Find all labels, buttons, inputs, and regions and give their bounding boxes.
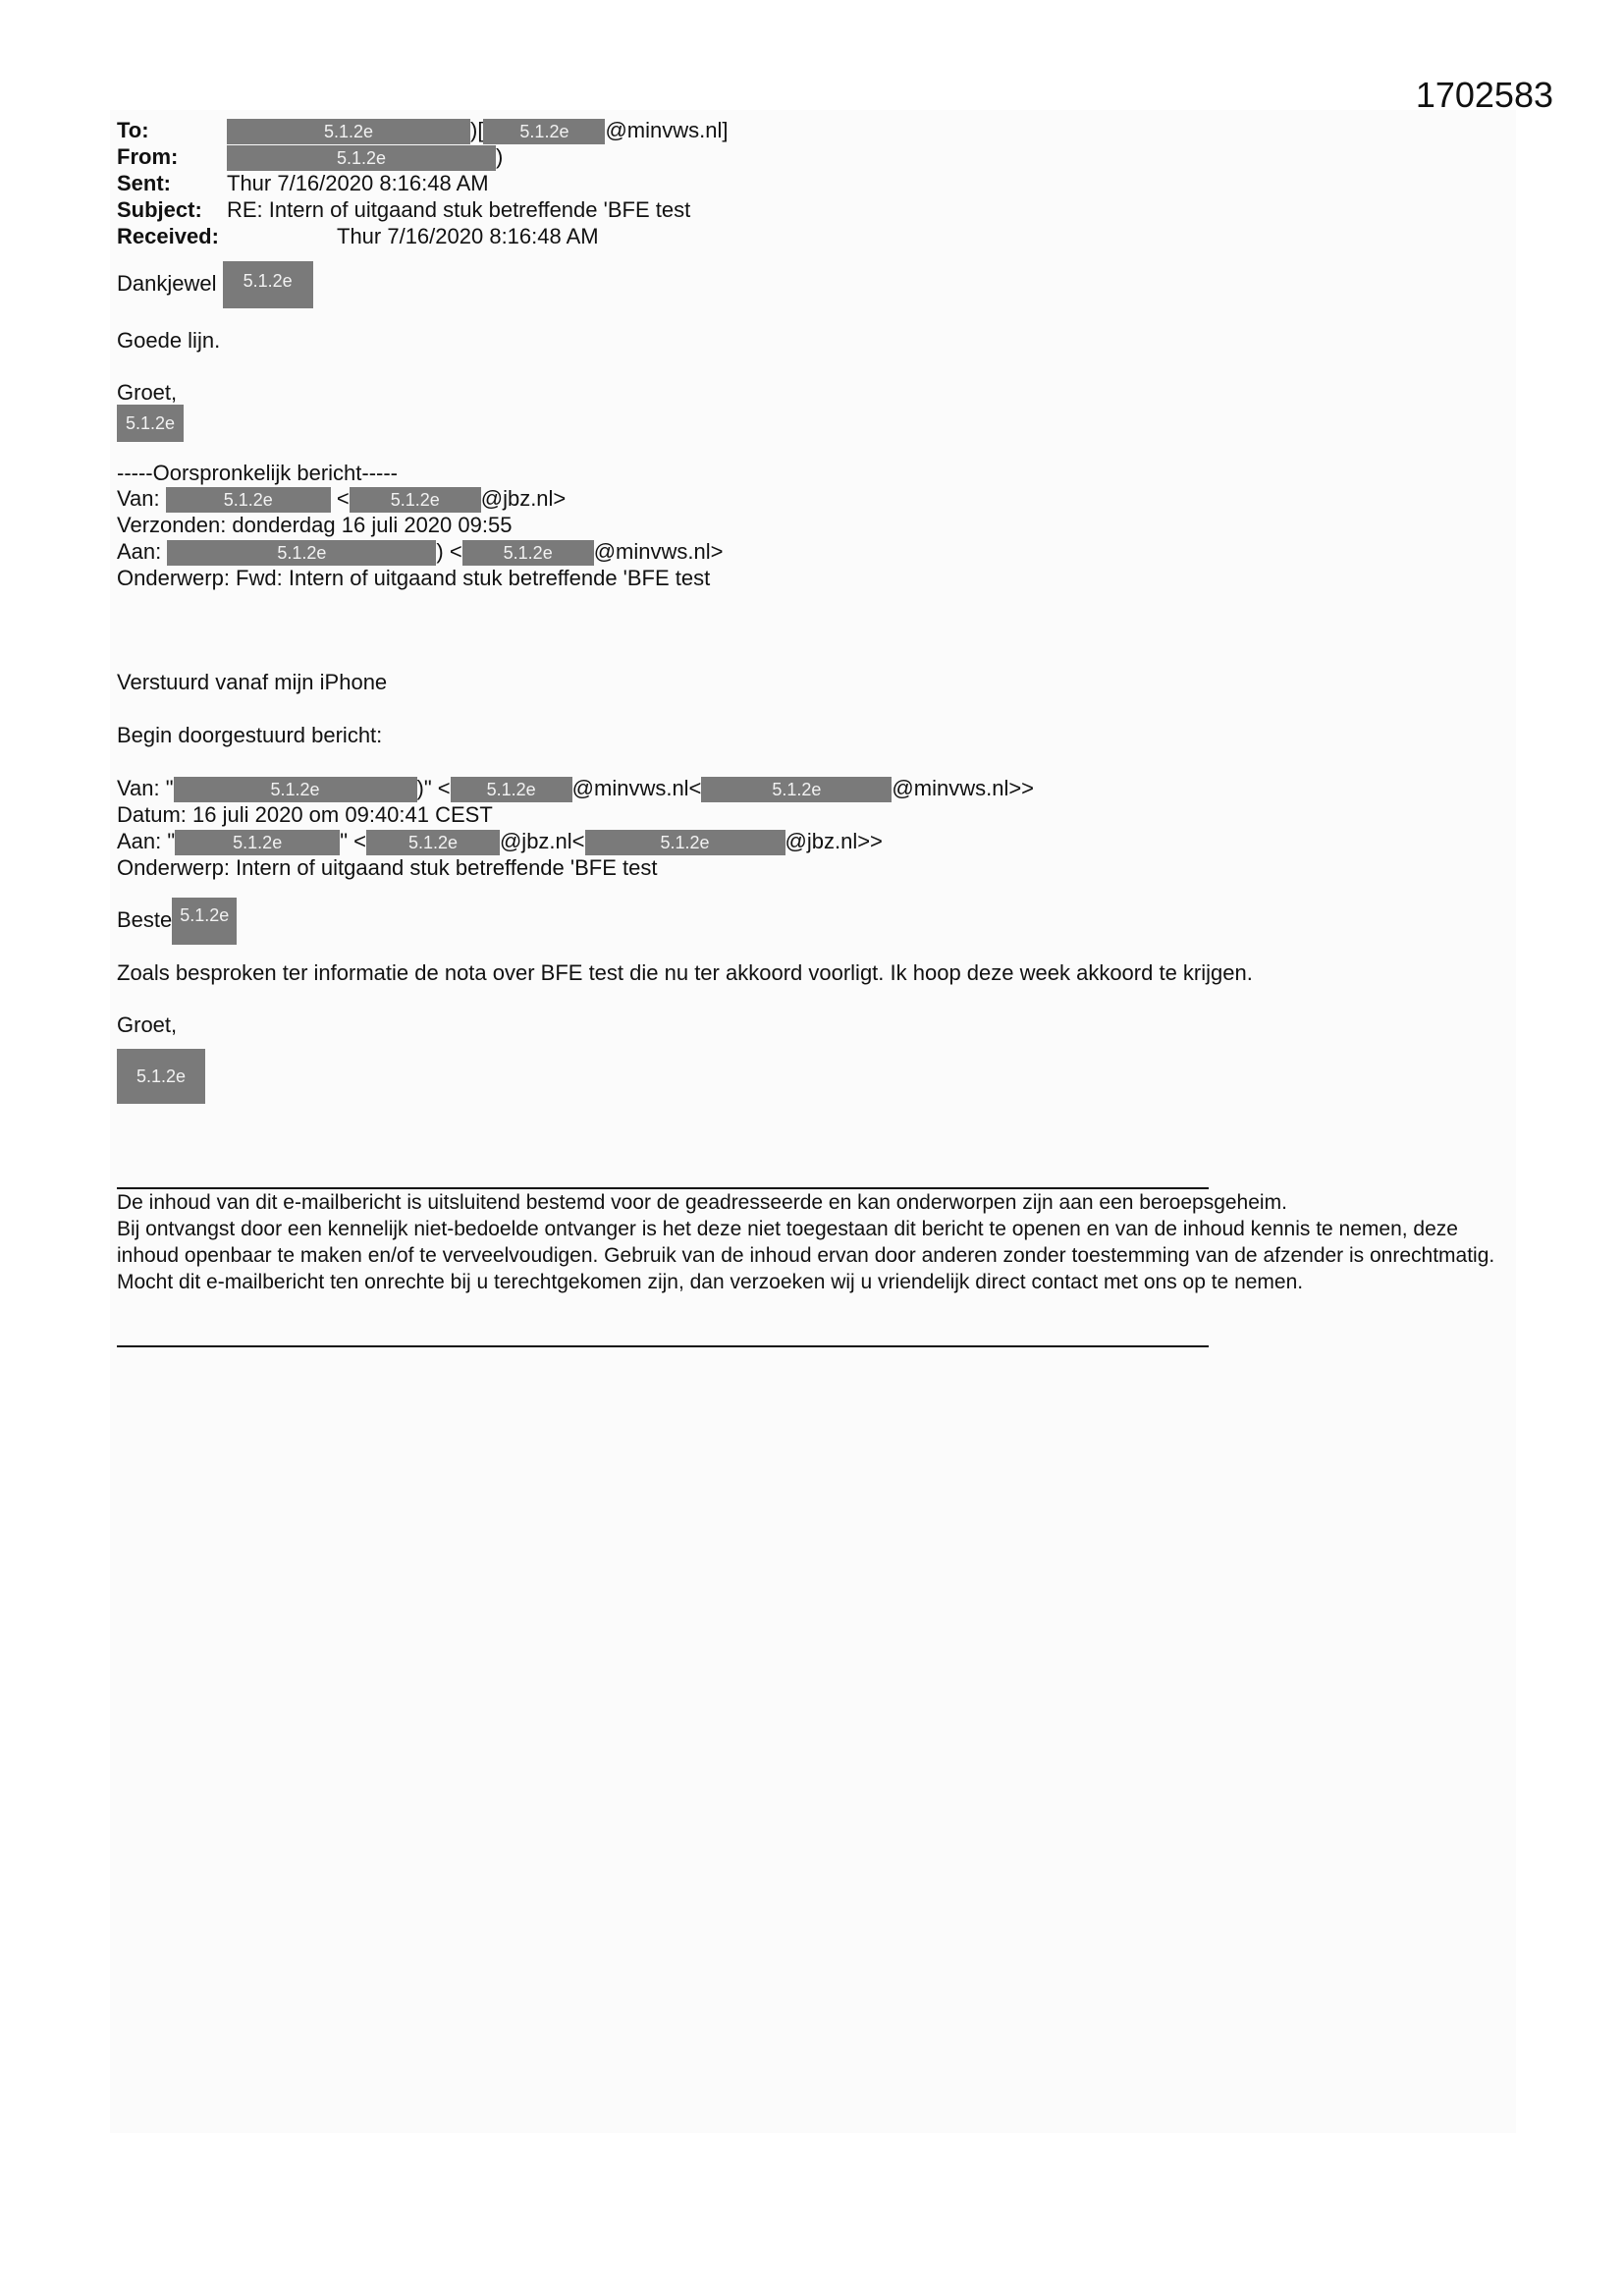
- header-subject: [117, 196, 690, 223]
- van-suffix: @jbz.nl>: [480, 486, 567, 511]
- sent-label: Sent:: [117, 171, 171, 195]
- reply-greeting: Groet,: [117, 380, 178, 405]
- original-van: [117, 485, 566, 513]
- redaction-box: 5.1.2e: [701, 777, 892, 802]
- subject-value: RE: Intern of uitgaand stuk betreffende 'BFE test: [227, 197, 691, 222]
- redaction-box: 5.1.2e: [174, 777, 417, 802]
- reply-line: Goede lijn.: [117, 328, 221, 353]
- from-suffix: ): [496, 144, 504, 169]
- original-separator: -----Oorspronkelijk bericht-----: [117, 461, 399, 485]
- original-aan: [117, 538, 723, 566]
- disclaimer-block: [117, 1189, 1511, 1295]
- page-background: [110, 110, 1516, 2133]
- redaction-box: 5.1.2e: [166, 487, 331, 513]
- header-sent: [117, 170, 489, 196]
- redaction-box: 5.1.2e: [462, 540, 594, 566]
- redaction-box: 5.1.2e: [483, 119, 605, 144]
- header-received: [117, 223, 599, 249]
- forward-body: Zoals besproken ter informatie de nota over BFE test die nu ter akkoord voorligt. Ik hoop deze week akkoord te krijgen.: [117, 960, 1253, 985]
- fwd-aan-label: Aan: ": [117, 829, 176, 853]
- fwd-aan-mid: " <: [340, 829, 366, 853]
- redaction-box: 5.1.2e: [172, 898, 237, 945]
- redaction-box: 5.1.2e: [451, 777, 572, 802]
- sent-from-iphone: Verstuurd vanaf mijn iPhone: [117, 670, 388, 694]
- fwd-aan-domain2: @jbz.nl>>: [785, 829, 883, 853]
- redaction-box: 5.1.2e: [167, 540, 436, 566]
- fwd-van-domain2: @minvws.nl>>: [892, 776, 1035, 800]
- from-label: From:: [117, 144, 179, 169]
- redaction-box: 5.1.2e: [366, 830, 500, 855]
- to-label: To:: [117, 118, 149, 142]
- aan-mid: ) <: [436, 539, 462, 564]
- redaction-box: 5.1.2e: [227, 119, 470, 144]
- divider-bottom: [117, 1345, 1209, 1347]
- forward-salutation: [117, 898, 237, 945]
- thanks-text: Dankjewel: [117, 270, 217, 296]
- forward-van: [117, 775, 1034, 802]
- to-separator: )[: [470, 118, 484, 142]
- header-to: [117, 117, 728, 144]
- fwd-van-domain1: @minvws.nl<: [571, 776, 702, 800]
- forward-onderwerp: Onderwerp: Intern of uitgaand stuk betreffende 'BFE test: [117, 855, 658, 880]
- redaction-box: 5.1.2e: [117, 1049, 205, 1104]
- redaction-box: 5.1.2e: [117, 405, 184, 442]
- disclaimer-line: Bij ontvangst door een kennelijk niet-bedoelde ontvanger is het deze niet toegestaan dit bericht te openen en van de inhoud kennis te nemen, deze inhoud openbaar te maken en/of te verveelvoudigen. Gebruik van de inhoud ervan door anderen zonder toestemming van de afzender is onrechtmatig.: [117, 1218, 1495, 1267]
- header-from: [117, 143, 503, 171]
- redaction-box: 5.1.2e: [175, 830, 340, 855]
- original-verzonden: Verzonden: donderdag 16 juli 2020 09:55: [117, 513, 513, 537]
- received-label: Received:: [117, 224, 219, 248]
- redaction-box: 5.1.2e: [223, 261, 313, 308]
- forward-datum: Datum: 16 juli 2020 om 09:40:41 CEST: [117, 802, 493, 827]
- disclaimer-line: De inhoud van dit e-mailbericht is uitsluitend bestemd voor de geadresseerde en kan onderworpen zijn aan een beroepsgeheim.: [117, 1191, 1287, 1214]
- fwd-van-mid: )" <: [416, 776, 451, 800]
- redaction-box: 5.1.2e: [227, 145, 496, 171]
- reply-thanks: [117, 261, 313, 308]
- forward-aan: [117, 828, 883, 855]
- sent-value: Thur 7/16/2020 8:16:48 AM: [227, 171, 489, 195]
- redaction-box: 5.1.2e: [585, 830, 785, 855]
- to-suffix: @minvws.nl]: [605, 118, 729, 142]
- received-value: Thur 7/16/2020 8:16:48 AM: [337, 224, 599, 248]
- van-lt: <: [336, 486, 350, 511]
- forward-greeting: Groet,: [117, 1012, 178, 1037]
- aan-label: Aan:: [117, 539, 162, 564]
- fwd-aan-domain1: @jbz.nl<: [499, 829, 585, 853]
- forward-begin: Begin doorgestuurd bericht:: [117, 723, 383, 747]
- document-number: 1702583: [1415, 75, 1553, 115]
- fwd-van-label: Van: ": [117, 776, 174, 800]
- disclaimer-line: Mocht dit e-mailbericht ten onrechte bij u terechtgekomen zijn, dan verzoeken wij u vriendelijk direct contact met ons op te nemen.: [117, 1271, 1304, 1293]
- aan-suffix: @minvws.nl>: [593, 539, 724, 564]
- redaction-box: 5.1.2e: [350, 487, 481, 513]
- beste-text: Beste: [117, 906, 173, 932]
- subject-label: Subject:: [117, 197, 202, 222]
- original-onderwerp: Onderwerp: Fwd: Intern of uitgaand stuk betreffende 'BFE test: [117, 566, 711, 590]
- van-label: Van:: [117, 486, 160, 511]
